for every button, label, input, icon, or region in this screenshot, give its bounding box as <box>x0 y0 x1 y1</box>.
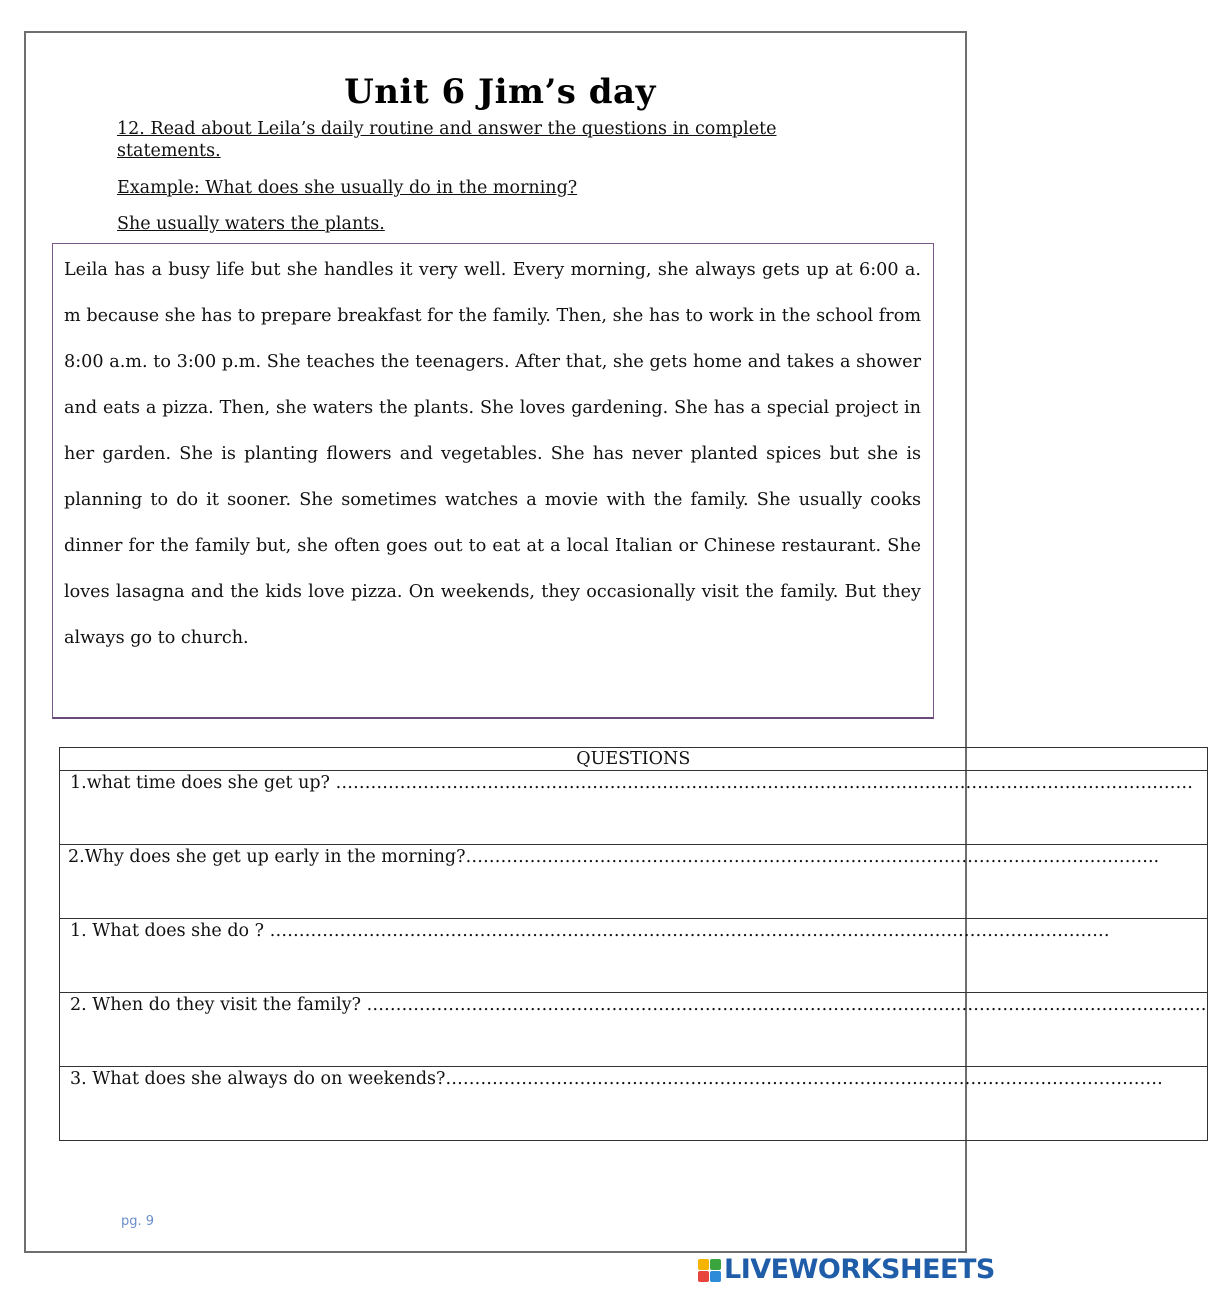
answer-cell[interactable] <box>60 919 1208 993</box>
answer-cell[interactable] <box>60 1067 1208 1141</box>
task-instruction: 12. Read about Leila’s daily routine and answer the questions in complete statements. <box>117 119 777 161</box>
question-text: 1. What does she do ? ……………………………………………………………………………………………………………………………… <box>70 921 1110 941</box>
page-number: pg. 9 <box>121 1214 155 1229</box>
question-row[interactable] <box>60 771 1208 845</box>
answer-cell[interactable] <box>60 845 1208 919</box>
logo-square <box>710 1259 721 1270</box>
question-text: 1.what time does she get up? ………………………………………………………………………………………………………………………………… <box>70 773 1193 793</box>
brand-name: LIVEWORKSHEETS <box>724 1254 995 1285</box>
questions-table <box>59 747 1208 1141</box>
question-row[interactable] <box>60 1067 1208 1141</box>
reading-passage: Leila has a busy life but she handles it very well. Every morning, she always gets up at 6:00 a. m because she has to prepare breakfast for the family. Then, she has to work in the school from 8:00 a.m. to 3:00 p.m. She teaches the teenagers. After that, she gets home and takes a shower and eats a pizza. Then, she waters the plants. She loves gardening. She has a special project in her garden. She is planting flowers and vegetables. She has never planted spices but she is planning to do it sooner. She sometimes watches a movie with the family. She usually cooks dinner for the family but, she often goes out to eat at a local Italian or Chinese restaurant. She loves lasagna and the kids love pizza. On weekends, they occasionally visit the family. But they always go to church. <box>64 260 921 648</box>
brand-footer[interactable] <box>698 1256 995 1284</box>
page-title: Unit 6 Jim’s day <box>344 72 656 112</box>
logo-square <box>698 1271 709 1282</box>
liveworksheets-logo-icon <box>698 1259 721 1282</box>
question-row[interactable] <box>60 919 1208 993</box>
answer-cell[interactable] <box>60 993 1208 1067</box>
question-row[interactable] <box>60 845 1208 919</box>
example-answer: She usually waters the plants. <box>117 214 385 234</box>
answer-cell[interactable] <box>60 771 1208 845</box>
example-question: Example: What does she usually do in the morning? <box>117 178 578 198</box>
logo-square <box>710 1271 721 1282</box>
question-text: 2. When do they visit the family? ……………………………………………………………………………………………………………………………… <box>70 995 1207 1015</box>
question-row[interactable] <box>60 993 1208 1067</box>
question-text: 3. What does she always do on weekends?…………………………………………………………………………………………………………… <box>70 1069 1163 1089</box>
questions-header: QUESTIONS <box>60 748 1208 771</box>
logo-square <box>698 1259 709 1270</box>
questions-header-row <box>60 748 1208 771</box>
question-text: 2.Why does she get up early in the morning?……………………………………………………………………………………………………….. <box>68 847 1160 867</box>
